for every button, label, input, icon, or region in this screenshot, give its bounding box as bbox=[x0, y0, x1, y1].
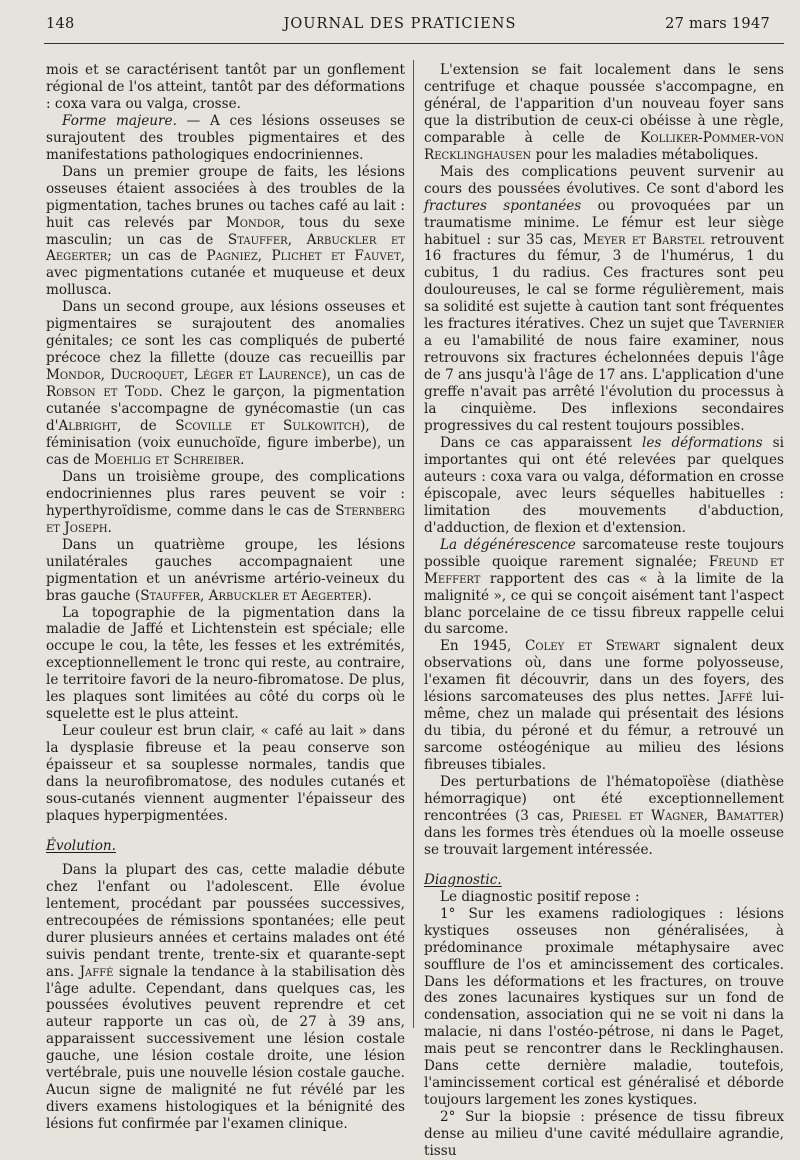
paragraph: La dégénérescence sarcomateuse reste toujours possible quoique rarement signalée; Freund et Meffert rapportent des cas « à la limite de la malignité », ce qui se conçoit aisément tant l'aspect blanc porcelaine de ce tissu fibreux rappelle celui du sarcome. bbox=[424, 536, 784, 638]
paragraph: Leur couleur est brun clair, « café au lait » dans la dysplasie fibreuse et la peau conserve son épaisseur et sa souplesse normales, tandis que dans la neurofibromatose, des nodules cutanés et sous-cutanés viennent augmenter l'épaisseur des plaques hyperpigmentées. bbox=[46, 723, 405, 824]
paragraph: En 1945, Coley et Stewart signalent deux observations où, dans une forme polyosseuse, l'examen fit découvrir, dans un des foyers, des lésions sarcomateuses des plus nettes. Jaffé lui-même, chez un malade qui présentait des lésions du tibia, du péroné et du fémur, a retrouvé un sarcome ostéogénique au milieu des lésions fibreuses tibiales. bbox=[424, 638, 784, 774]
right-column bbox=[424, 62, 784, 1160]
paragraph: mois et se caractérisent tantôt par un gonflement régional de l'os atteint, tantôt par des déformations : coxa vara ou valga, crosse. bbox=[46, 62, 405, 112]
page-number: 148 bbox=[46, 16, 75, 32]
paragraph: Dans la plupart des cas, cette maladie débute chez l'enfant ou l'adolescent. Elle évolue lentement, procédant par poussées successives, entrecoupées de rémissions spontanées; elle peut durer plusieurs années et certains malades ont été suivis pendant trente, trente-six et quarante-sept ans. Jaffé signale la tendance à la stabilisation dès l'âge adulte. Cependant, dans quelques cas, les poussées évolutives peuvent reprendre et cet auteur rapporte un cas où, de 27 à 39 ans, apparaissent successivement une lésion costale gauche, une lésion costale droite, une lésion vertébrale, puis une nouvelle lésion costale gauche. Aucun signe de malignité ne fut révélé par les divers examens histologiques et la bénignité des lésions fut confirmée par l'examen clinique. bbox=[46, 861, 405, 1133]
paragraph: Dans un premier groupe de faits, les lésions osseuses étaient associées à des troubles de la pigmentation, taches brunes ou taches café au lait : huit cas relevés par Mondor, tous du sexe masculin; un cas de Stauffer, Arbuckler et Aegerter; un cas de Pagniez, Plichet et Fauvet, avec pigmentations cutanée et muqueuse et deux mollusca. bbox=[46, 163, 405, 299]
journal-title: JOURNAL DES PRATICIENS bbox=[283, 16, 517, 32]
paragraph: Dans un quatrième groupe, les lésions unilatérales gauches accompagnaient une pigmentation et un anévrisme artério-veineux du bras gauche (Stauffer, Arbuckler et Aegerter). bbox=[46, 536, 405, 604]
left-column bbox=[46, 62, 405, 1133]
issue-date: 27 mars 1947 bbox=[665, 16, 770, 32]
paragraph: Le diagnostic positif repose : bbox=[440, 888, 640, 905]
paragraph: 1° Sur les examens radiologiques : lésions kystiques osseuses non généralisées, à prédominance proximale métaphysaire avec soufflure de l'os et amincissement des corticales. Dans les déformations et les fractures, on trouve des zones lacunaires kystiques sur un fond de condensation, association qui ne se voit ni dans la malacie, ni dans l'ostéo-pétrose, ni dans le Paget, mais peut se rencontrer dans le Recklinghausen. Dans cette dernière maladie, toutefois, l'amincissement cortical est généralisé et déborde toujours largement les zones kystiques. bbox=[424, 905, 784, 1109]
paragraph: La topographie de la pigmentation dans la maladie de Jaffé et Lichtenstein est spéciale; elle occupe le cou, la tête, les fesses et les extrémités, exceptionnellement le tronc qui reste, au contraire, le territoire favori de la neuro-fibromatose. De plus, les plaques sont limitées au côté du corps où le squelette est le plus atteint. bbox=[46, 604, 405, 723]
paragraph: Dans ce cas apparaissent les déformations si importantes qui ont été relevées par quelques auteurs : coxa vara ou valga, déformation en crosse épiscopale, avec leurs séquelles habituelles : limitation des mouvements d'abduction, d'adduction, de flexion et d'extension. bbox=[424, 434, 784, 536]
paragraph: Mais des complications peuvent survenir au cours des poussées évolutives. Ce sont d'abord les fractures spontanées ou provoquées par un traumatisme minime. Le fémur est leur siège habituel : sur 35 cas, Meyer et Barstel retrouvent 16 fractures du fémur, 3 de l'humérus, 1 du cubitus, 1 du radius. Ces fractures sont peu douloureuses, le cal se forme régulièrement, mais sa solidité est sujette à caution tant sont fréquentes les fractures itératives. Chez un sujet que Tavernier a eu l'amabilité de nous faire examiner, nous retrouvons six fractures échelonnées depuis l'âge de 7 ans jusqu'à l'âge de 17 ans. L'application d'une greffe n'avait pas arrêté l'évolution du processus à la cinquième. Des inflexions secondaires progressives du cal restent toujours possibles. bbox=[424, 163, 785, 435]
paragraph: 2° Sur la biopsie : présence de tissu fibreux dense au milieu d'une cavité médullaire agrandie, tissu bbox=[424, 1109, 784, 1160]
paragraph: Dans un second groupe, aux lésions osseuses et pigmentaires se surajoutent des anomalies génitales; ce sont les cas compliqués de puberté précoce chez la fillette (douze cas recueillis par Mondor, Ducroquet, Léger et Laurence), un cas de Robson et Todd. Chez le garçon, la pigmentation cutanée s'accompagne de gynécomastie (un cas d'Albright, de Scoville et Sulkowitch), de féminisation (voix eunuchoïde, figure imberbe), un cas de Moehlig et Schreiber. bbox=[46, 299, 405, 468]
page-header bbox=[0, 16, 800, 40]
column-divider bbox=[413, 60, 414, 1028]
header-rule bbox=[44, 43, 784, 44]
paragraph: Des perturbations de l'hématopoïèse (diathèse hémorragique) ont été exceptionnellement rencontrées (3 cas, Priesel et Wagner, Bamatter) dans les formes très étendues où la moelle osseuse se trouvait largement intéressée. bbox=[424, 774, 784, 858]
paragraph: L'extension se fait localement dans le sens centrifuge et chaque poussée s'accompagne, en général, de l'apparition d'un nouveau foyer sans que la distribution de ceux-ci obéisse à une règle, comparable à celle de Kolliker-Pommer-von Recklinghausen pour les maladies métaboliques. bbox=[424, 62, 784, 163]
paragraph: Forme majeure. — A ces lésions osseuses se surajoutent des troubles pigmentaires et des manifestations pathologiques endocriniennes. bbox=[46, 112, 405, 163]
section-heading-evolution: Évolution. bbox=[46, 837, 116, 854]
section-heading-diagnostic: Diagnostic. bbox=[424, 871, 502, 888]
paragraph: Dans un troisième groupe, des complications endocriniennes plus rares peuvent se voir : hyperthyroïdisme, comme dans le cas de Sternberg et Joseph. bbox=[46, 468, 405, 536]
